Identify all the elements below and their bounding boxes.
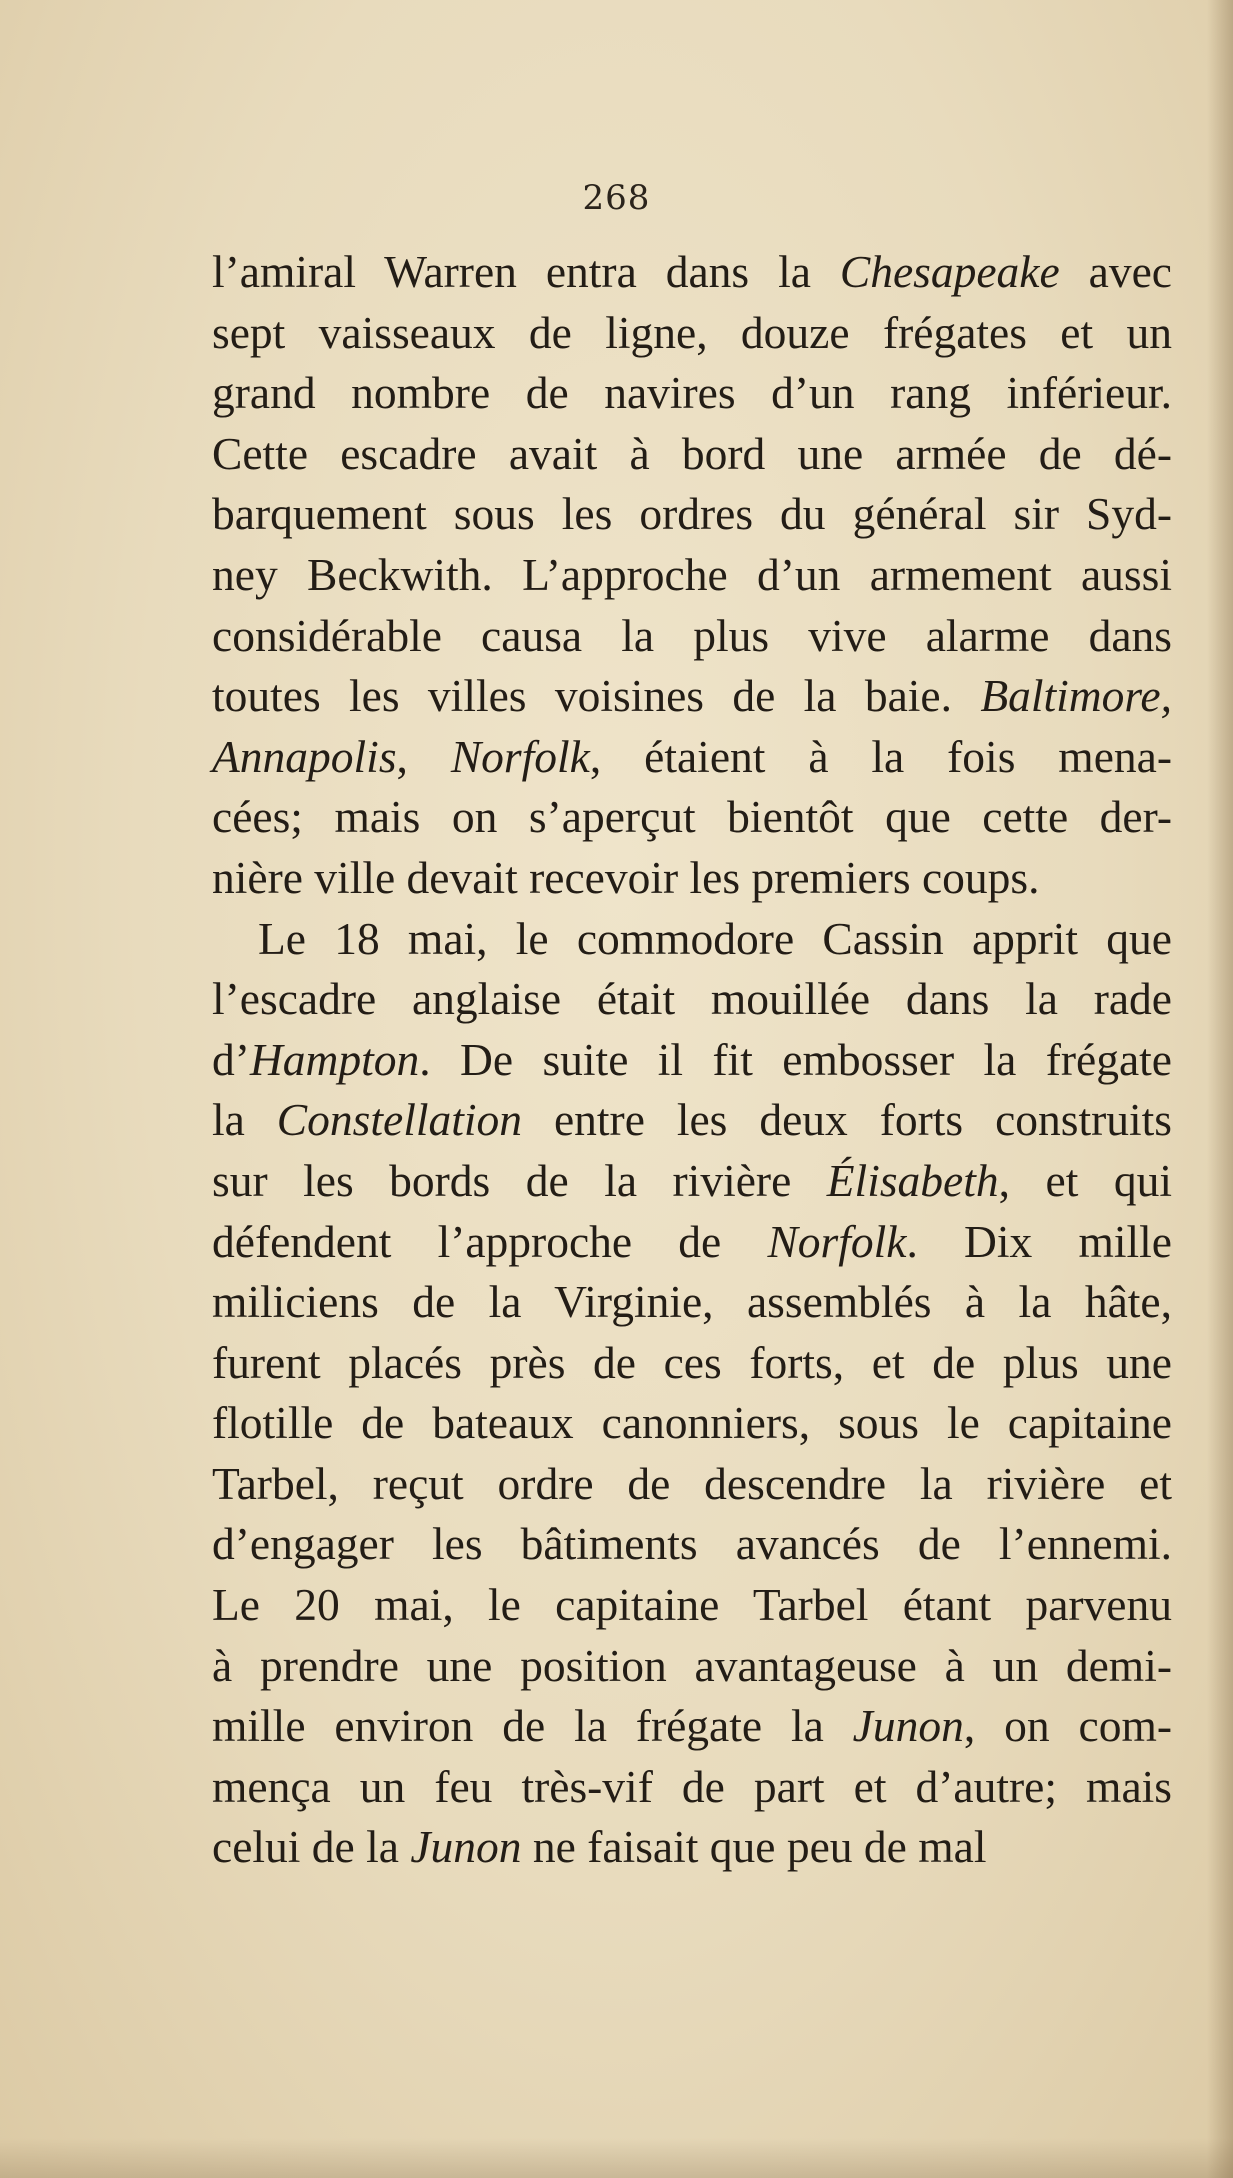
text-line [212, 848, 1172, 909]
page-bottom-shadow [0, 2138, 1233, 2178]
italic-text: Junon [852, 1700, 964, 1752]
text-segment: . Dix mille [906, 1215, 1173, 1267]
text-segment: mille environ de la frégate la [212, 1700, 853, 1752]
text-segment: furent placés près de ces forts, et de plus une [212, 1336, 1172, 1388]
text-line [212, 1393, 1172, 1454]
text-segment: ne faisait que peu de mal [521, 1821, 987, 1873]
text-line [212, 363, 1172, 424]
text-line [212, 484, 1172, 545]
text-segment: , [396, 730, 451, 782]
text-segment: Cette escadre avait à bord une armée de dé- [212, 427, 1172, 479]
text-line [212, 1090, 1172, 1151]
text-segment: cées; mais on s’aperçut bientôt que cette der- [212, 791, 1172, 843]
text-line [212, 1514, 1172, 1575]
text-segment: mença un feu très-vif de part et d’autre; mais [212, 1760, 1172, 1812]
italic-text: Annapolis [212, 730, 397, 782]
text-segment: défendent l’approche de [212, 1215, 768, 1267]
text-segment: , on com- [963, 1700, 1172, 1752]
text-segment: grand nombre de navires d’un rang inférieur. [212, 367, 1172, 419]
text-segment: Tarbel, reçut ordre de descendre la rivière et [212, 1457, 1172, 1509]
text-segment: entre les deux forts construits [522, 1094, 1173, 1146]
text-segment: barquement sous les ordres du général sir Syd- [212, 488, 1172, 540]
text-line [212, 1030, 1172, 1091]
italic-text: Élisabeth [826, 1154, 999, 1206]
text-segment: celui de la [212, 1821, 411, 1873]
text-segment: avec [1059, 246, 1172, 297]
text-line [212, 1575, 1172, 1636]
text-segment: Le 18 mai, le commodore Cassin apprit que [258, 912, 1172, 964]
text-line [212, 1272, 1172, 1333]
text-segment: toutes les villes voisines de la baie. [212, 670, 981, 722]
text-segment: Le 20 mai, le capitaine Tarbel étant parvenu [212, 1579, 1172, 1631]
text-line [212, 424, 1172, 485]
text-line [212, 606, 1172, 667]
text-line [212, 242, 1172, 303]
text-line [212, 909, 1172, 970]
body-text [212, 242, 1172, 1878]
italic-text: Hampton [249, 1033, 420, 1085]
text-segment: sur les bords de la rivière [212, 1154, 827, 1206]
text-line [212, 1757, 1172, 1818]
text-segment: sept vaisseaux de ligne, douze frégates et un [212, 306, 1172, 358]
text-segment: la [212, 1094, 277, 1146]
italic-text: Norfolk [767, 1215, 907, 1267]
text-line [212, 1454, 1172, 1515]
italic-text: Junon [410, 1821, 522, 1873]
italic-text: Norfolk [450, 730, 590, 782]
text-line [212, 1212, 1172, 1273]
page-number: 268 [582, 178, 651, 218]
text-line [212, 1333, 1172, 1394]
text-segment: l’amiral Warren entra dans la [212, 246, 840, 297]
italic-text: Baltimore, [980, 670, 1172, 722]
text-line [212, 1636, 1172, 1697]
text-segment: miliciens de la Virginie, assemblés à la hâte, [212, 1276, 1172, 1328]
text-line [212, 787, 1172, 848]
text-segment: , et qui [998, 1154, 1172, 1206]
text-segment: ney Beckwith. L’approche d’un armement aussi [212, 548, 1172, 600]
text-segment: nière ville devait recevoir les premiers coups. [212, 851, 1040, 903]
text-segment: d’engager les bâtiments avancés de l’ennemi. [212, 1518, 1172, 1570]
text-segment: , étaient à la fois mena- [589, 730, 1172, 782]
text-segment: l’escadre anglaise était mouillée dans la rade [212, 973, 1172, 1025]
text-segment: à prendre une position avantageuse à un demi- [212, 1639, 1172, 1691]
text-line [212, 1151, 1172, 1212]
text-segment: considérable causa la plus vive alarme dans [212, 609, 1172, 661]
text-line [212, 1696, 1172, 1757]
text-segment: . De suite il fit embosser la frégate [419, 1033, 1172, 1085]
text-segment: flotille de bateaux canonniers, sous le capitaine [212, 1397, 1172, 1449]
text-line [212, 1817, 1172, 1878]
page-edge-shadow [1207, 0, 1233, 2178]
text-segment: d’ [212, 1033, 250, 1085]
text-line [212, 969, 1172, 1030]
italic-text: Chesapeake [839, 246, 1060, 297]
text-line [212, 303, 1172, 364]
text-line [212, 666, 1172, 727]
text-line [212, 545, 1172, 606]
italic-text: Constellation [276, 1094, 523, 1146]
text-line [212, 727, 1172, 788]
